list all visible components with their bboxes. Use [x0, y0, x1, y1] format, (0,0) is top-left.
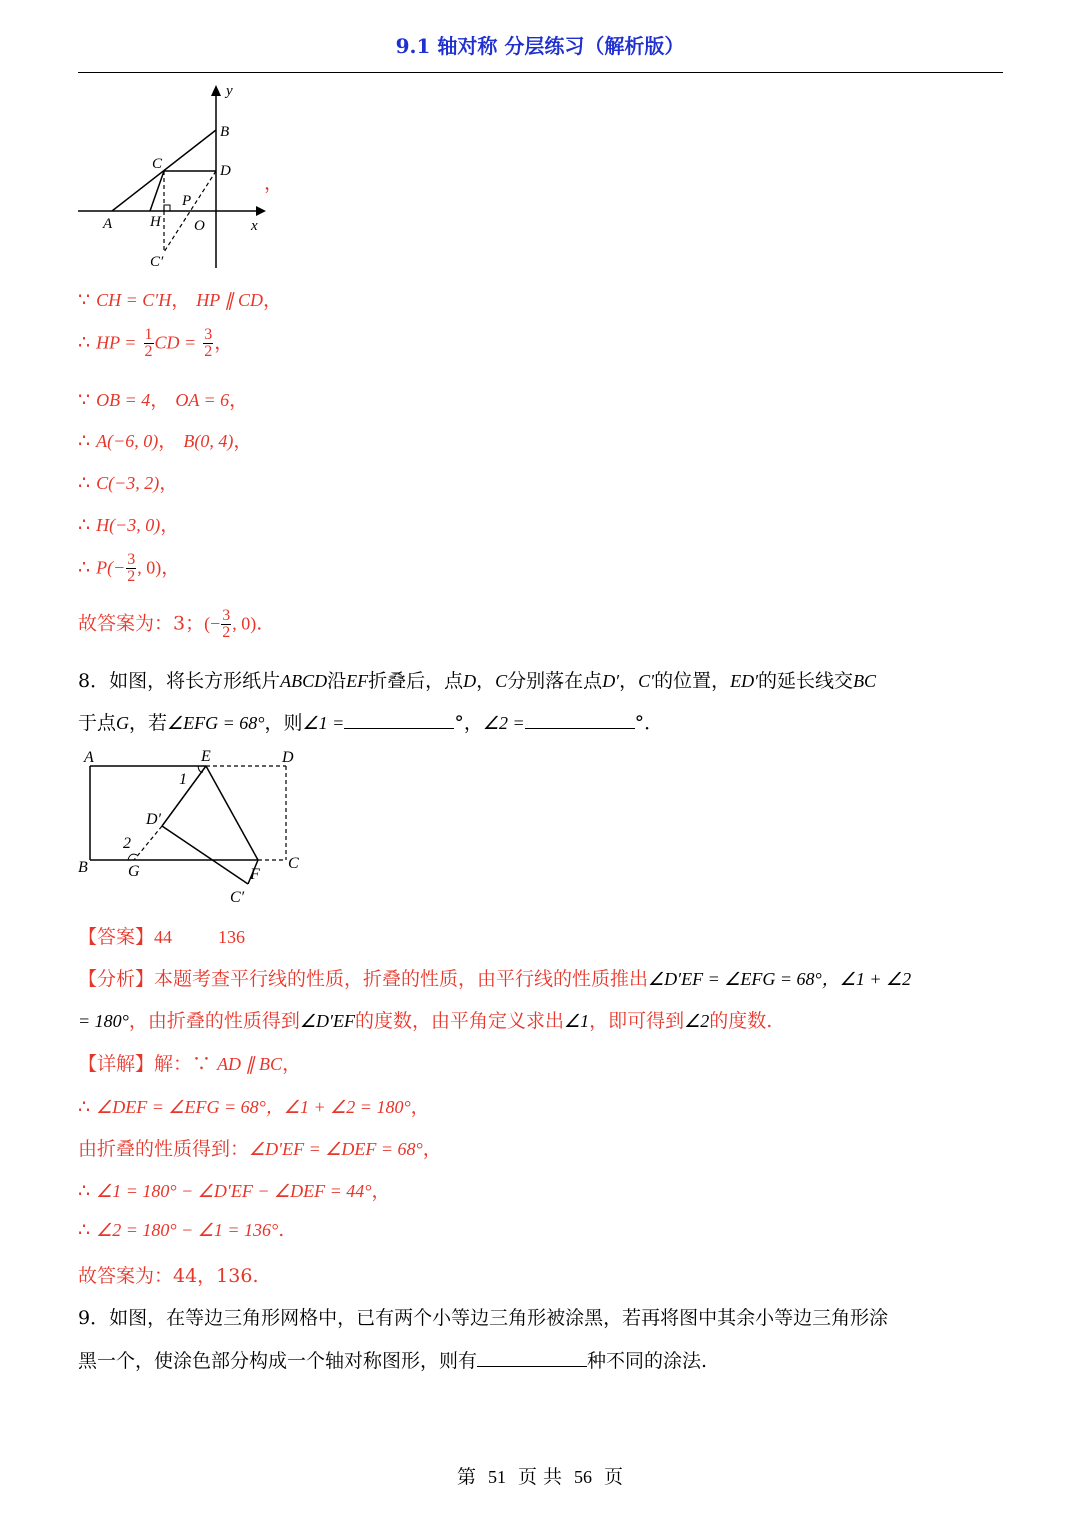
q8-detail-5: ∴ ∠2 = 180° − ∠1 = 136°. — [78, 1219, 285, 1241]
label-O: O — [194, 218, 205, 234]
label-G: G — [128, 863, 140, 880]
q8-analysis-2: = 180°，由折叠的性质得到∠D′EF的度数，由平角定义求出∠1，即可得到∠2的度数. — [78, 1010, 773, 1032]
label-F: F — [250, 866, 260, 883]
q9-line-2: 黑一个，使涂色部分构成一个轴对称图形，则有 种不同的涂法. — [78, 1350, 708, 1372]
dashed-D-prime-G — [134, 826, 162, 860]
sol-line-1: ∵ CH = C′H， HP ∥ CD， — [78, 289, 282, 311]
label-y: y — [226, 83, 233, 99]
current-page: 51 — [487, 1467, 506, 1487]
angle1-blank[interactable] — [344, 710, 454, 729]
q8-detail-4: ∴ ∠1 = 180° − ∠D′EF − ∠DEF = 44°， — [78, 1180, 391, 1202]
label-one: 1 — [179, 771, 187, 788]
q9-line-1: 9．如图，在等边三角形网格中，已有两个小等边三角形被涂黑，若再将图中其余小等边三角形涂 — [78, 1307, 889, 1329]
label-C: C — [288, 855, 299, 872]
label-two: 2 — [123, 835, 131, 852]
segment-CP — [150, 171, 164, 211]
label-C-prime: C′ — [230, 889, 245, 906]
angle-2-arc — [128, 854, 137, 860]
angle2-blank[interactable] — [525, 710, 635, 729]
label-A: A — [103, 216, 113, 232]
label-D: D — [282, 749, 294, 766]
fraction-three-halves: $\frac{3}{2}$ — [204, 326, 213, 360]
q8-final-answer: 故答案为：44，136. — [78, 1265, 259, 1287]
label-B: B — [220, 124, 230, 140]
q8-detail-1: 【详解】解：∵ AD ∥ BC， — [78, 1053, 302, 1075]
figure-trailing-comma: ， — [264, 172, 284, 194]
fraction-three-halves-p: $\frac{3}{2}$ — [127, 551, 136, 585]
label-C-prime: C′ — [150, 254, 164, 270]
coordinate-figure — [70, 80, 290, 275]
sol-line-4: ∴ A(−6, 0)， B(0, 4)， — [78, 430, 253, 452]
total-pages: 56 — [574, 1467, 593, 1487]
page-footer: 第 51 页 共 56 页 — [456, 1466, 624, 1488]
q8-analysis-1: 【分析】本题考查平行线的性质，折叠的性质，由平行线的性质推出∠D′EF = ∠EFG = 68°，∠1 + ∠2 — [78, 968, 912, 990]
sol-line-6: ∴ H(−3, 0)， — [78, 514, 180, 536]
edge-D-prime-C-prime — [162, 826, 248, 884]
label-C: C — [152, 156, 163, 172]
sol-line-2: ∴ HP = $\frac{1}{2}$ CD = $\frac{3}{2}$ ， — [78, 326, 234, 360]
fraction-one-half: $\frac{1}{2}$ — [144, 326, 153, 360]
q8-line-1: 8．如图，将长方形纸片ABCD沿EF折叠后，点D，C分别落在点D′，C′的位置，ED′的延长线交BC — [78, 670, 877, 692]
q8-answer: 【答案】44 136 — [78, 926, 246, 948]
header-rule — [78, 72, 1003, 73]
y-axis-arrow — [211, 85, 221, 96]
fold-EF — [206, 766, 258, 860]
x-axis-arrow — [256, 206, 266, 216]
label-A: A — [84, 749, 94, 766]
sol-answer: 故答案为：3；(− $\frac{3}{2}$ , 0). — [78, 607, 263, 641]
label-D: D — [220, 163, 231, 179]
label-E: E — [201, 748, 211, 765]
q8-detail-2: ∴ ∠DEF = ∠EFG = 68°，∠1 + ∠2 = 180°， — [78, 1096, 430, 1118]
label-x: x — [251, 218, 258, 234]
label-P: P — [182, 193, 192, 209]
q9-answer-blank[interactable] — [477, 1348, 587, 1367]
sol-line-3: ∵ OB = 4， OA = 6， — [78, 389, 249, 411]
label-D-prime: D′ — [146, 811, 162, 828]
q8-line-2: 于点G，若∠EFG = 68°，则∠1 = °，∠2 = °． — [78, 712, 664, 734]
q8-detail-3: 由折叠的性质得到：∠D′EF = ∠DEF = 68°， — [78, 1138, 442, 1160]
right-angle-mark — [164, 205, 170, 211]
fraction-answer: $\frac{3}{2}$ — [222, 607, 231, 641]
label-B: B — [78, 859, 88, 876]
sol-line-5: ∴ C(−3, 2)， — [78, 472, 179, 494]
sol-line-7: ∴ P(− $\frac{3}{2}$ , 0)， — [78, 551, 181, 585]
folded-rectangle-figure — [70, 742, 320, 907]
label-H: H — [150, 214, 161, 230]
page-header-title: 9.1 轴对称 分层练习（解析版） — [395, 34, 685, 58]
